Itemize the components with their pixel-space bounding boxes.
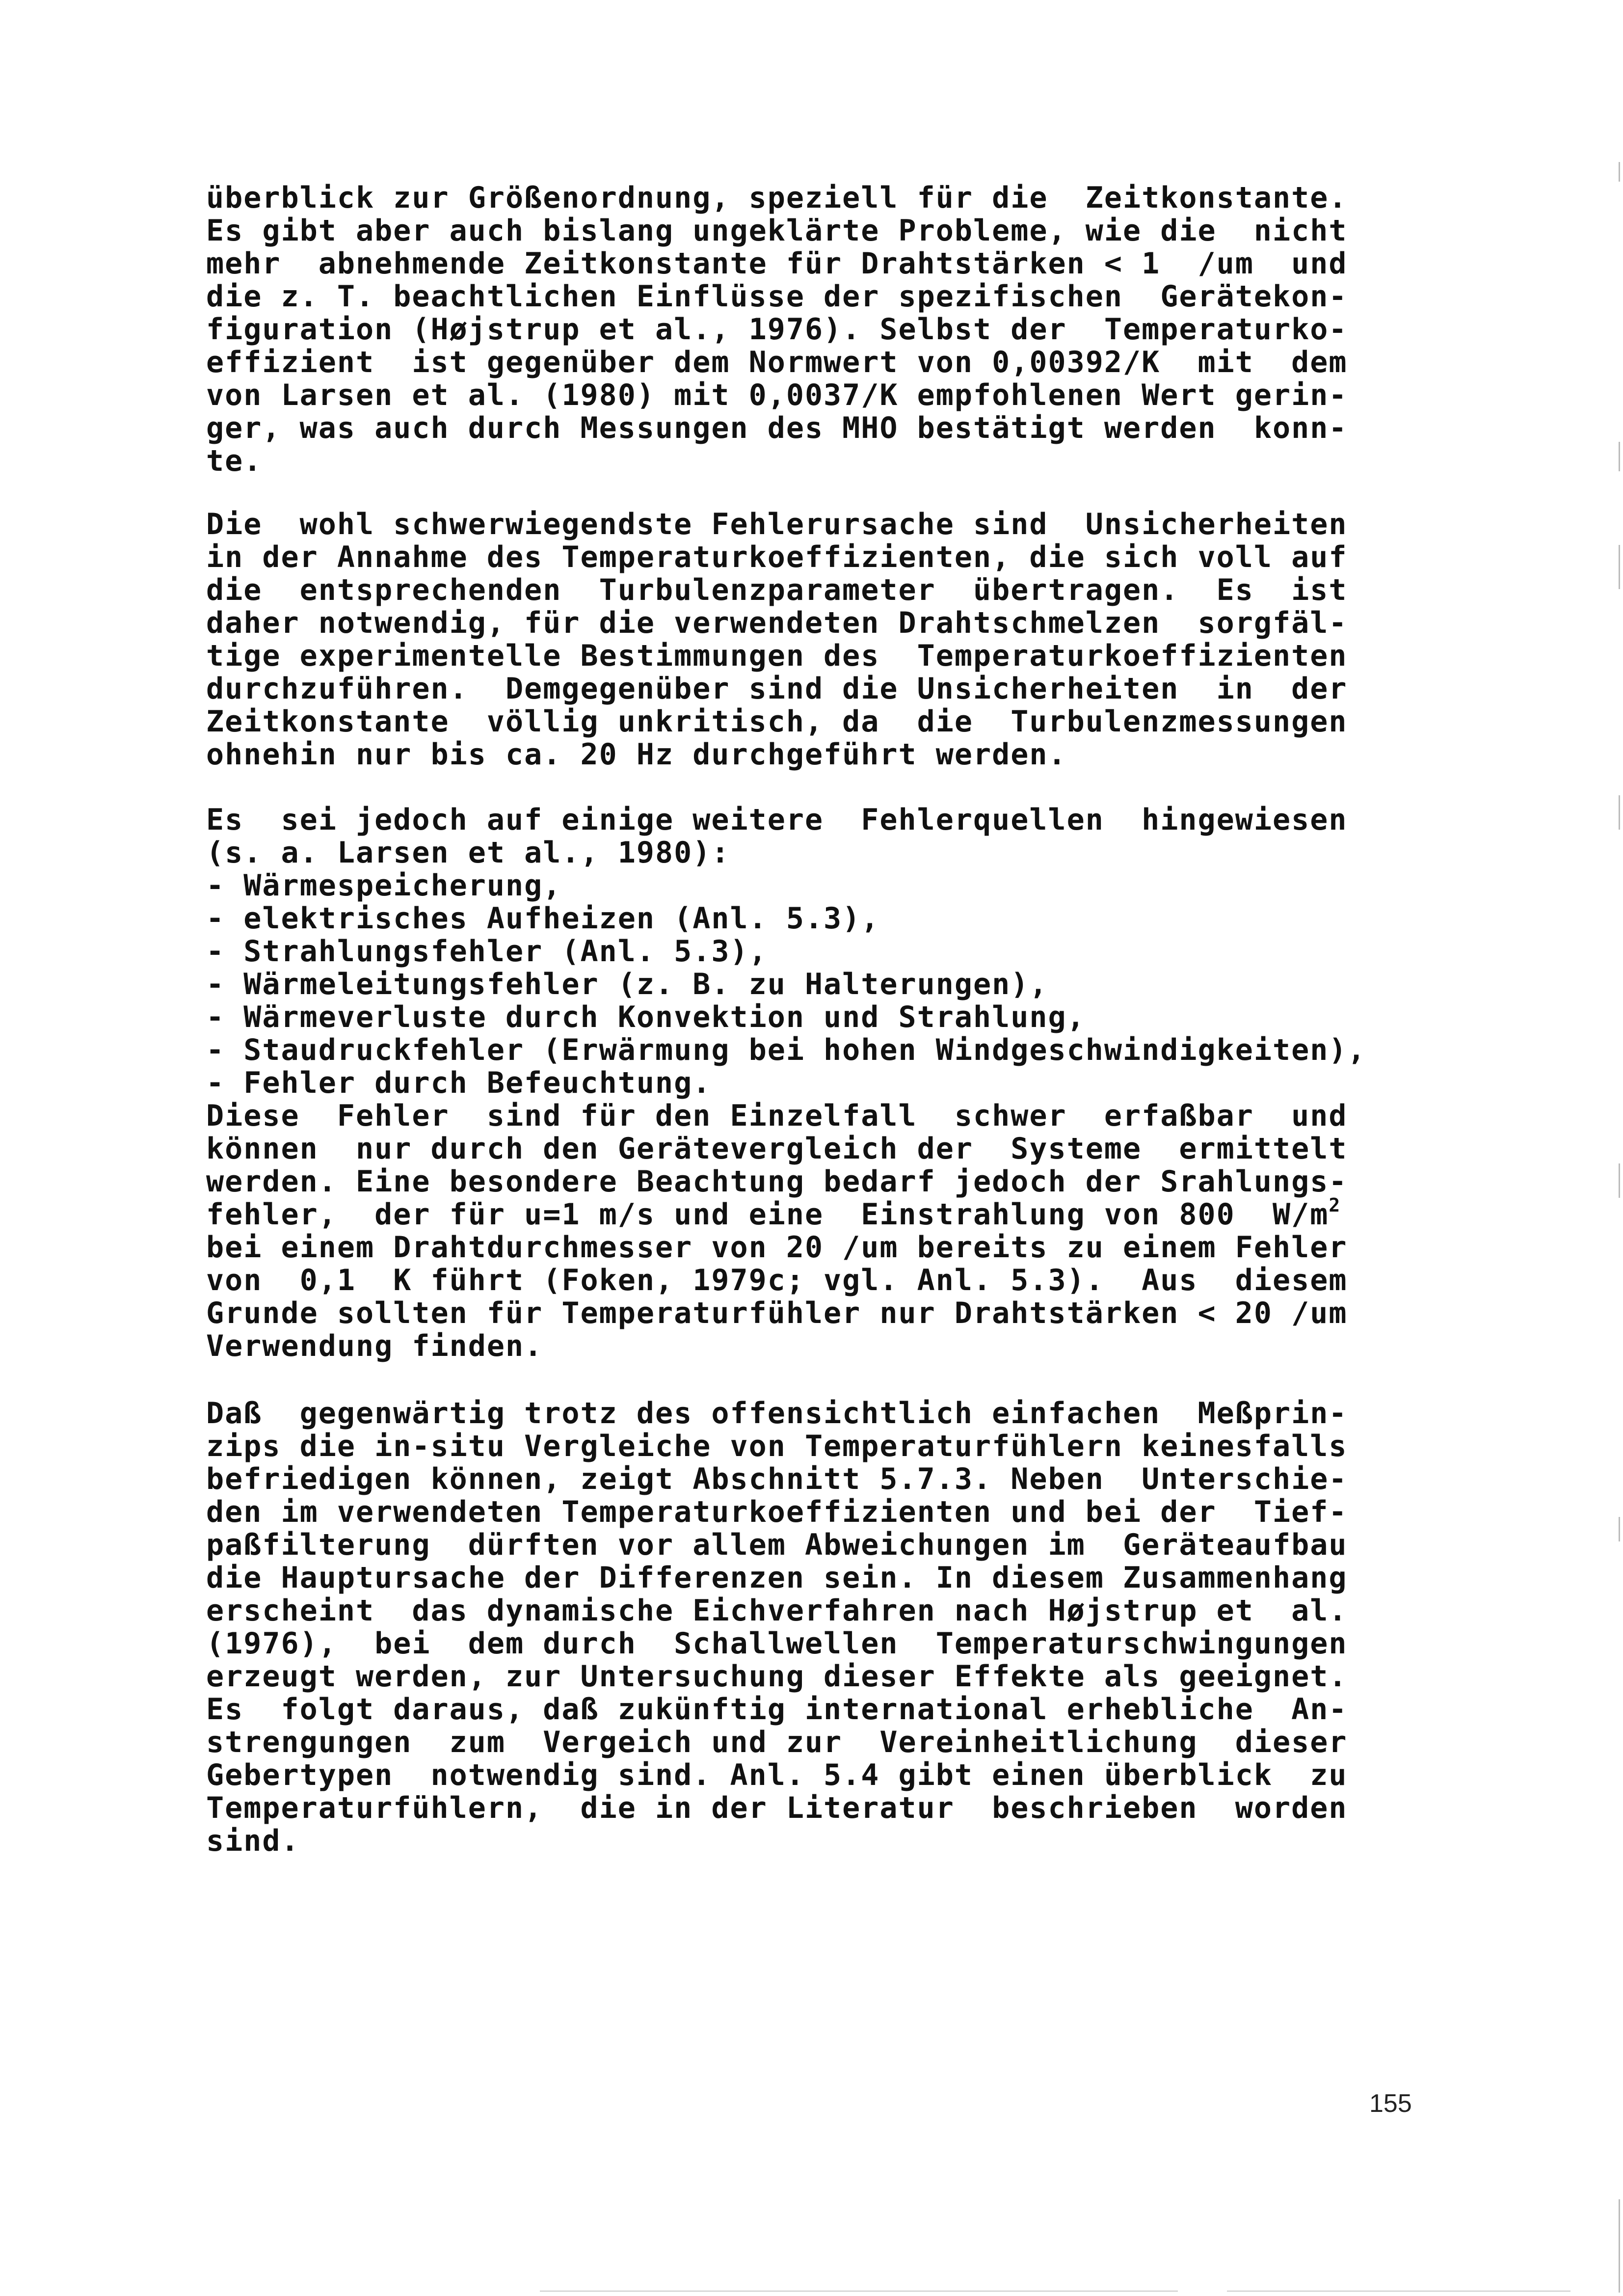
text-line-with-superscript bbox=[206, 1194, 1418, 1232]
text-line: zips die in-situ Vergleiche von Temperaturfühlern keinesfalls bbox=[206, 1429, 1348, 1463]
text-line: die entsprechenden Turbulenzparameter übertragen. Es ist bbox=[206, 573, 1348, 607]
text-line: erscheint das dynamische Eichverfahren nach Højstrup et al. bbox=[206, 1594, 1348, 1628]
text-line: die z. T. beachtlichen Einflüsse der spezifischen Gerätekon- bbox=[206, 279, 1348, 314]
page-number: 155 bbox=[1369, 2089, 1412, 2118]
scan-bottom-rule bbox=[1227, 2291, 1570, 2292]
text-line: den im verwendeten Temperaturkoeffizienten und bei der Tief- bbox=[206, 1495, 1348, 1529]
text-line: paßfilterung dürften vor allem Abweichungen im Geräteaufbau bbox=[206, 1528, 1348, 1562]
text-line: die Hauptursache der Differenzen sein. In diesem Zusammenhang bbox=[206, 1561, 1348, 1595]
scan-bottom-rule bbox=[540, 2291, 1178, 2292]
list-item: - Strahlungsfehler (Anl. 5.3), bbox=[206, 934, 768, 969]
text-line: Diese Fehler sind für den Einzelfall schwer erfaßbar und bbox=[206, 1099, 1348, 1133]
text-line: daher notwendig, für die verwendeten Drahtschmelzen sorgfäl- bbox=[206, 606, 1348, 640]
text-line: Es folgt daraus, daß zukünftig international erhebliche An- bbox=[206, 1692, 1348, 1727]
text-line: te. bbox=[206, 444, 263, 478]
scan-edge-mark bbox=[1619, 162, 1620, 182]
text-line: in der Annahme des Temperaturkoeffizienten, die sich voll auf bbox=[206, 540, 1348, 574]
paragraph-1 bbox=[206, 182, 1418, 478]
text-line: strengungen zum Vergeich und zur Vereinheitlichung dieser bbox=[206, 1725, 1348, 1759]
list-item: - Wärmespeicherung, bbox=[206, 868, 562, 903]
list-item: - Wärmeverluste durch Konvektion und Strahlung, bbox=[206, 1000, 1086, 1034]
text-line: werden. Eine besondere Beachtung bedarf jedoch der Srahlungs- bbox=[206, 1164, 1348, 1199]
text-line: sind. bbox=[206, 1824, 300, 1858]
paragraph-3 bbox=[206, 804, 1418, 1363]
scan-edge-mark bbox=[1619, 1517, 1620, 1541]
text-line: befriedigen können, zeigt Abschnitt 5.7.3. Neben Unterschie- bbox=[206, 1462, 1348, 1496]
text-line: erzeugt werden, zur Untersuchung dieser Effekte als geeignet. bbox=[206, 1659, 1348, 1694]
list-item: - Staudruckfehler (Erwärmung bei hohen Windgeschwindigkeiten), bbox=[206, 1033, 1366, 1067]
text-line: tige experimentelle Bestimmungen des Temperaturkoeffizienten bbox=[206, 639, 1348, 673]
list-item: - Fehler durch Befeuchtung. bbox=[206, 1066, 712, 1100]
list-item: - elektrisches Aufheizen (Anl. 5.3), bbox=[206, 901, 880, 936]
text-line: bei einem Drahtdurchmesser von 20 /um bereits zu einem Fehler bbox=[206, 1230, 1348, 1265]
list-item: - Wärmeleitungsfehler (z. B. zu Halterungen), bbox=[206, 967, 1048, 1001]
text-line: Es gibt aber auch bislang ungeklärte Probleme, wie die nicht bbox=[206, 214, 1348, 248]
text-line-content: fehler, der für u=1 m/s und eine Einstrahlung von 800 W/m bbox=[206, 1197, 1329, 1232]
scan-edge-mark bbox=[1619, 2199, 1620, 2293]
text-line: Es sei jedoch auf einige weitere Fehlerquellen hingewiesen bbox=[206, 803, 1348, 837]
text-line: ger, was auch durch Messungen des MHO bestätigt werden konn- bbox=[206, 411, 1348, 445]
text-line: Gebertypen notwendig sind. Anl. 5.4 gibt einen überblick zu bbox=[206, 1758, 1348, 1792]
text-line: (s. a. Larsen et al., 1980): bbox=[206, 836, 730, 870]
text-line: figuration (Højstrup et al., 1976). Selbst der Temperaturko- bbox=[206, 312, 1348, 347]
scan-edge-mark bbox=[1619, 442, 1620, 471]
text-line: effizient ist gegenüber dem Normwert von 0,00392/K mit dem bbox=[206, 345, 1348, 379]
paragraph-2 bbox=[206, 508, 1418, 771]
text-line: Daß gegenwärtig trotz des offensichtlich einfachen Meßprin- bbox=[206, 1396, 1348, 1431]
text-line: mehr abnehmende Zeitkonstante für Drahtstärken < 1 /um und bbox=[206, 246, 1348, 281]
text-line: von 0,1 K führt (Foken, 1979c; vgl. Anl. 5.3). Aus diesem bbox=[206, 1263, 1348, 1297]
superscript-2: 2 bbox=[1329, 1194, 1341, 1216]
text-line: durchzuführen. Demgegenüber sind die Unsicherheiten in der bbox=[206, 672, 1348, 706]
paragraph-4 bbox=[206, 1397, 1418, 1858]
scan-edge-mark bbox=[1619, 545, 1620, 589]
text-line: überblick zur Größenordnung, speziell für die Zeitkonstante. bbox=[206, 181, 1348, 215]
text-line: (1976), bei dem durch Schallwellen Temperaturschwingungen bbox=[206, 1626, 1348, 1661]
text-line: können nur durch den Gerätevergleich der Systeme ermittelt bbox=[206, 1132, 1348, 1166]
text-line: Verwendung finden. bbox=[206, 1329, 543, 1363]
text-line: Zeitkonstante völlig unkritisch, da die Turbulenzmessungen bbox=[206, 704, 1348, 739]
text-line: Temperaturfühlern, die in der Literatur beschrieben worden bbox=[206, 1791, 1348, 1825]
text-line: von Larsen et al. (1980) mit 0,0037/K empfohlenen Wert gerin- bbox=[206, 378, 1348, 412]
scan-edge-mark bbox=[1619, 1163, 1620, 1198]
text-line: Grunde sollten für Temperaturfühler nur Drahtstärken < 20 /um bbox=[206, 1296, 1348, 1330]
text-line: Die wohl schwerwiegendste Fehlerursache sind Unsicherheiten bbox=[206, 507, 1348, 541]
text-line: ohnehin nur bis ca. 20 Hz durchgeführt werden. bbox=[206, 737, 1067, 772]
scan-edge-mark bbox=[1619, 795, 1620, 830]
